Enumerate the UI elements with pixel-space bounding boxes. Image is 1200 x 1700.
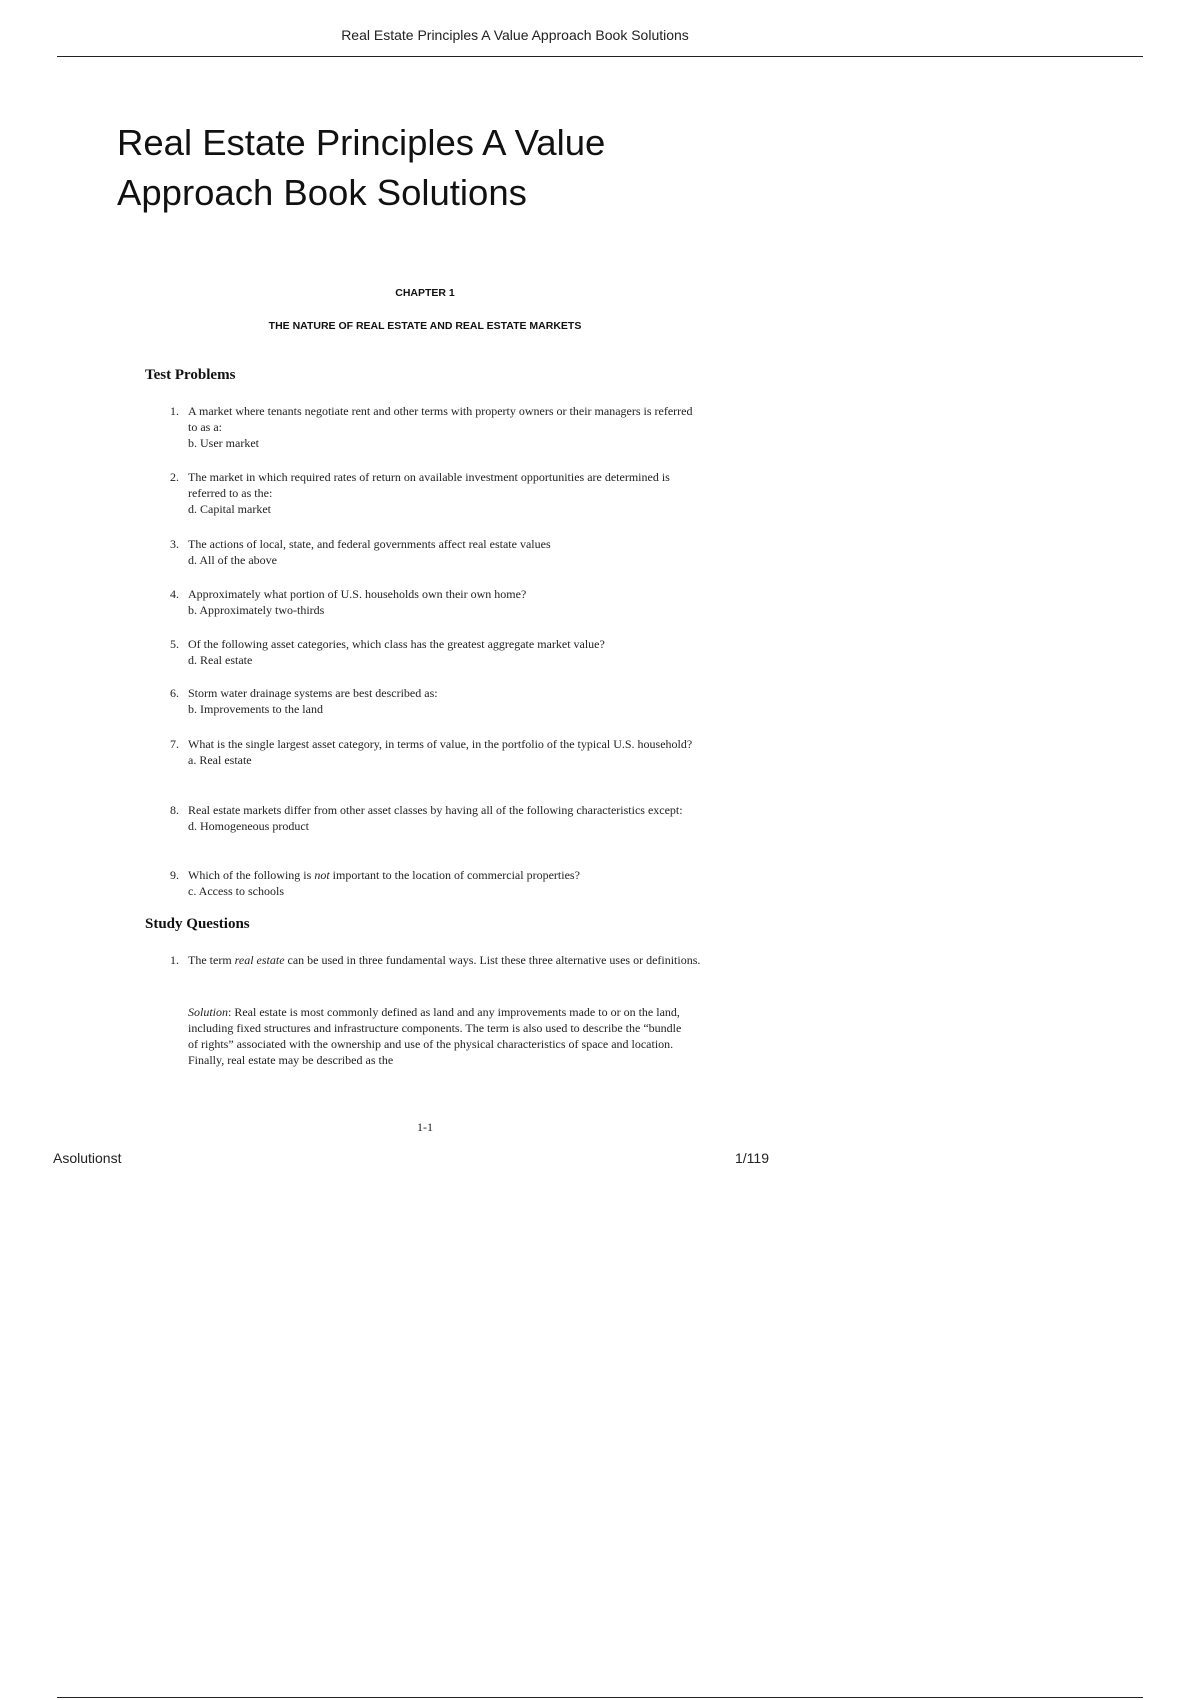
question-text: The actions of local, state, and federal governments affect real estate values (188, 537, 551, 551)
solution-text: : Real estate is most commonly defined as land and any improvements made to or on the land, including fixed structures and infrastructure components. The term is also used to describe the “bundle of rights” associated with the ownership and use of the physical characteristics of space and location. Finally, real estate may be described as the (188, 1005, 682, 1067)
question-number: 5. (170, 637, 179, 651)
footer-source: Asolutionst (53, 1150, 122, 1166)
running-header: Real Estate Principles A Value Approach Book Solutions (341, 27, 689, 43)
question-text-end: can be used in three fundamental ways. List these three alternative uses or definitions. (284, 953, 701, 967)
question-text: Real estate markets differ from other asset classes by having all of the following characteristics except: (188, 803, 683, 817)
question-number: 3. (170, 537, 179, 551)
study-questions-heading: Study Questions (145, 916, 250, 932)
question-answer: b. Improvements to the land (188, 702, 323, 716)
question-text (188, 867, 703, 883)
page-number: 1-1 (417, 1120, 433, 1134)
question-text (188, 952, 703, 968)
question-answer: b. Approximately two-thirds (188, 603, 325, 617)
question-answer: d. All of the above (188, 553, 277, 567)
question-text-end: important to the location of commercial properties? (329, 868, 580, 882)
header-divider (57, 56, 1143, 57)
question-emphasis: real estate (234, 953, 285, 967)
question-text-start: The term (188, 953, 235, 967)
test-problems-heading: Test Problems (145, 367, 236, 383)
question-text: What is the single largest asset category, in terms of value, in the portfolio of the typical U.S. household? (188, 737, 693, 751)
document-title: Real Estate Principles A Value Approach Book Solutions (117, 122, 606, 213)
question-number: 8. (170, 803, 179, 817)
chapter-label: CHAPTER 1 (395, 287, 455, 299)
question-number: 9. (170, 868, 179, 882)
question-number: 1. (170, 404, 179, 418)
question-number: 2. (170, 470, 179, 484)
question-answer: a. Real estate (188, 753, 252, 767)
footer-pagination: 1/119 (735, 1150, 769, 1166)
question-text: Approximately what portion of U.S. households own their own home? (188, 587, 527, 601)
question-number: 4. (170, 587, 179, 601)
question-answer: d. Real estate (188, 653, 253, 667)
chapter-title: THE NATURE OF REAL ESTATE AND REAL ESTATE MARKETS (268, 320, 582, 332)
question-text-start: Which of the following is (188, 868, 315, 882)
question-emphasis: not (314, 868, 330, 882)
question-number: 6. (170, 686, 179, 700)
question-answer: d. Capital market (188, 502, 271, 516)
question-answer: b. User market (188, 436, 259, 450)
question-text: A market where tenants negotiate rent and other terms with property owners or their managers is referred to as a: (188, 404, 693, 434)
question-text: Of the following asset categories, which class has the greatest aggregate market value? (188, 637, 605, 651)
question-number: 7. (170, 737, 179, 751)
question-answer: c. Access to schools (188, 884, 284, 898)
question-number: 1. (170, 953, 179, 967)
question-answer: d. Homogeneous product (188, 819, 309, 833)
question-text: The market in which required rates of return on available investment opportunities are determined is referred to as the: (188, 470, 670, 500)
question-text: Storm water drainage systems are best described as: (188, 686, 438, 700)
study-question-1-solution (188, 1004, 693, 1068)
solution-label: Solution (188, 1005, 229, 1019)
footer-divider (57, 1697, 1143, 1698)
